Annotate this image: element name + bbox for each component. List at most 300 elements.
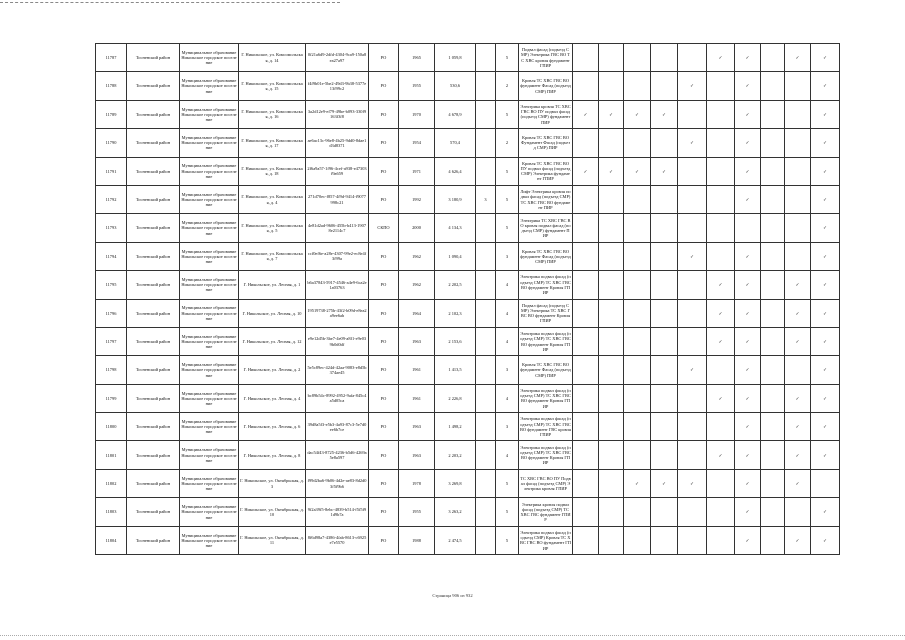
floors-cell: 5: [496, 469, 519, 497]
year-cell: 1970: [399, 100, 435, 128]
house-code-cell: dac54f43-8725-4236-b5d6-4269a5e8a597: [306, 441, 369, 469]
check-cell-9: [785, 498, 811, 526]
table-row: [96, 72, 840, 100]
check-cell-6: [707, 100, 735, 128]
checkmark-icon: ✓: [823, 339, 827, 344]
fund-type-cell: РО: [369, 356, 399, 384]
checkmark-icon: ✓: [823, 253, 827, 259]
row-number: 11791: [96, 157, 127, 185]
check-cell-9: [785, 214, 811, 242]
row-number: 11787: [96, 44, 127, 72]
checkmark-icon: ✓: [823, 509, 827, 515]
district-cell: Тосненский район: [127, 469, 180, 497]
table-row: [96, 44, 840, 72]
check-cell-9: [785, 72, 811, 100]
check-cell-4: [651, 185, 678, 213]
organization-cell: Муниципальное образование Никольское городское поселение: [180, 214, 239, 242]
check-cell-6: [707, 356, 735, 384]
year-cell: 1992: [399, 185, 435, 213]
check-cell-4: [651, 441, 678, 469]
house-code-cell: 2f6a9a57-1f96-4cef-a938-e47303f9a659: [306, 157, 369, 185]
works-list-cell: Электрика кровля ТС ХВС ГВС ВО ПУ подвал фасад (подъезд СМР) фундамент ПИР: [519, 100, 573, 128]
area-cell: 570,4: [435, 129, 476, 157]
row-number: 11796: [96, 299, 127, 327]
check-cell-2: [599, 413, 624, 441]
check-cell-5: [678, 498, 707, 526]
fund-type-cell: РО: [369, 100, 399, 128]
checkmark-icon: ✓: [795, 55, 800, 61]
floors-cell: 4: [496, 441, 519, 469]
district-cell: Тосненский район: [127, 100, 180, 128]
district-cell: Тосненский район: [127, 44, 180, 72]
checkmark-icon: ✓: [795, 395, 800, 401]
row-number: 11804: [96, 526, 127, 554]
organization-cell: Муниципальное образование Никольское городское поселение: [180, 72, 239, 100]
check-cell-8: [761, 100, 785, 128]
address-cell: Г. Никольское, ул. Комсомольская, д. 7: [239, 242, 306, 270]
check-cell-2: [599, 72, 624, 100]
organization-cell: Муниципальное образование Никольское городское поселение: [180, 299, 239, 327]
top-scan-line: [0, 2, 340, 3]
check-cell-5: [678, 242, 707, 270]
check-cell-6: [707, 44, 735, 72]
check-cell-10: [811, 299, 840, 327]
checkmark-icon: ✓: [795, 339, 800, 344]
check-cell-3: [624, 526, 651, 554]
district-cell: Тосненский район: [127, 72, 180, 100]
check-cell-9: [785, 413, 811, 441]
row-number: 11798: [96, 356, 127, 384]
organization-cell: Муниципальное образование Никольское городское поселение: [180, 271, 239, 299]
check-cell-8: [761, 129, 785, 157]
organization-cell: Муниципальное образование Никольское городское поселение: [180, 356, 239, 384]
checkmark-icon: ✓: [795, 452, 800, 458]
check-cell-10: [811, 384, 840, 412]
check-cell-1: [573, 384, 599, 412]
year-cell: 1955: [399, 498, 435, 526]
area-cell: 2 226,8: [435, 384, 476, 412]
row-number: 11795: [96, 271, 127, 299]
check-cell-2: [599, 441, 624, 469]
works-list-cell: Кровля ТС ХВС ГВС ВО ПУ подвал фасад (подъезд СМР) Электрика фундамент ГПИР: [519, 157, 573, 185]
check-cell-6: [707, 327, 735, 355]
table-row: [96, 271, 840, 299]
organization-cell: Муниципальное образование Никольское городское поселение: [180, 44, 239, 72]
check-cell-7: [735, 441, 761, 469]
checkmark-icon: ✓: [745, 367, 750, 373]
check-cell-4: [651, 413, 678, 441]
checkmark-icon: ✓: [745, 168, 750, 174]
table-row: [96, 413, 840, 441]
address-cell: Г. Никольское, ул. Лесная, д. 6: [239, 413, 306, 441]
floors-cell: 4: [496, 327, 519, 355]
checkmark-icon: ✓: [745, 55, 750, 61]
check-cell-5: [678, 413, 707, 441]
area-cell: 1 498,2: [435, 413, 476, 441]
check-cell-10: [811, 100, 840, 128]
fund-type-cell: РО: [369, 157, 399, 185]
checkmark-icon: ✓: [635, 168, 639, 174]
organization-cell: Муниципальное образование Никольское городское поселение: [180, 242, 239, 270]
check-cell-4: [651, 214, 678, 242]
check-cell-8: [761, 72, 785, 100]
check-cell-10: [811, 72, 840, 100]
check-cell-10: [811, 185, 840, 213]
check-cell-8: [761, 384, 785, 412]
floors-cell: 5: [496, 498, 519, 526]
check-cell-6: [707, 469, 735, 497]
organization-cell: Муниципальное образование Никольское городское поселение: [180, 384, 239, 412]
check-cell-4: [651, 384, 678, 412]
house-code-cell: 9f2a39f5-8ebc-4839-b514-f5f5f91d9b7a: [306, 498, 369, 526]
address-cell: Г. Никольское, ул. Комсомольская, д. 17: [239, 129, 306, 157]
area-cell: 4 134,3: [435, 214, 476, 242]
check-cell-4: [651, 129, 678, 157]
checkmark-icon: ✓: [795, 537, 800, 543]
district-cell: Тосненский район: [127, 185, 180, 213]
check-cell-3: [624, 242, 651, 270]
checkmark-icon: ✓: [690, 140, 694, 146]
check-cell-9: [785, 356, 811, 384]
table-row: [96, 384, 840, 412]
district-cell: Тосненский район: [127, 299, 180, 327]
district-cell: Тосненский район: [127, 384, 180, 412]
check-cell-4: [651, 356, 678, 384]
year-cell: 1954: [399, 129, 435, 157]
checkmark-icon: ✓: [745, 537, 750, 543]
check-cell-9: [785, 441, 811, 469]
check-cell-3: [624, 185, 651, 213]
check-cell-10: [811, 271, 840, 299]
check-cell-1: [573, 526, 599, 554]
check-cell-3: [624, 413, 651, 441]
check-cell-2: [599, 526, 624, 554]
check-cell-2: [599, 100, 624, 128]
check-cell-5: [678, 327, 707, 355]
check-cell-5: [678, 356, 707, 384]
works-list-cell: Кровля ТС ХВС ГВС ВО Фундамент Фасад (подъезд СМР) ПИР: [519, 129, 573, 157]
checkmark-icon: ✓: [823, 111, 827, 117]
table-row: [96, 526, 840, 554]
lift-count-cell: [476, 129, 496, 157]
address-cell: Г. Никольское, ул. Лесная, д. 8: [239, 441, 306, 469]
checkmark-icon: ✓: [690, 83, 694, 89]
check-cell-6: [707, 157, 735, 185]
works-list-cell: Электрика кровля подвал фасад (подъезд СМР) ТС ХВС ГВС фундамент ГПИР: [519, 498, 573, 526]
table-row: [96, 498, 840, 526]
check-cell-3: [624, 356, 651, 384]
check-cell-2: [599, 242, 624, 270]
row-number: 11802: [96, 469, 127, 497]
check-cell-2: [599, 299, 624, 327]
bottom-scan-line: [0, 635, 905, 636]
address-cell: Г. Никольское, ул. Октябрьская, д. 3: [239, 469, 306, 497]
check-cell-1: [573, 469, 599, 497]
check-cell-5: [678, 299, 707, 327]
check-cell-3: [624, 498, 651, 526]
check-cell-7: [735, 242, 761, 270]
checkmark-icon: ✓: [745, 480, 750, 486]
check-cell-3: [624, 72, 651, 100]
checkmark-icon: ✓: [662, 168, 666, 174]
checkmark-icon: ✓: [609, 168, 613, 174]
fund-type-cell: РО: [369, 72, 399, 100]
check-cell-5: [678, 72, 707, 100]
checkmark-icon: ✓: [745, 253, 750, 259]
check-cell-9: [785, 44, 811, 72]
buildings-table: [95, 43, 840, 555]
house-code-cell: b6a37843-5917-4546-a4e9-6ca2e1a03763: [306, 271, 369, 299]
house-code-cell: 39d8a5f3-e5b3-4a93-87c3-5e7d0ee6b7ce: [306, 413, 369, 441]
year-cell: 1962: [399, 242, 435, 270]
address-cell: Г. Никольское, ул. Лесная, д. 2: [239, 356, 306, 384]
lift-count-cell: [476, 72, 496, 100]
check-cell-10: [811, 44, 840, 72]
district-cell: Тосненский район: [127, 441, 180, 469]
lift-count-cell: [476, 498, 496, 526]
area-cell: 2 203,2: [435, 441, 476, 469]
fund-type-cell: РО: [369, 242, 399, 270]
checkmark-icon: ✓: [690, 367, 694, 373]
check-cell-5: [678, 100, 707, 128]
checkmark-icon: ✓: [718, 395, 723, 401]
floors-cell: 3: [496, 413, 519, 441]
works-list-cell: Подвал фасад (подъезд СМР) Электрика ГВС ВО ТС ХВС кровля фундамент ГПИР: [519, 44, 573, 72]
floors-cell: 3: [496, 242, 519, 270]
checkmark-icon: ✓: [823, 537, 827, 543]
check-cell-8: [761, 356, 785, 384]
check-cell-3: [624, 469, 651, 497]
fund-type-cell: РО: [369, 299, 399, 327]
check-cell-1: [573, 129, 599, 157]
lift-count-cell: [476, 214, 496, 242]
address-cell: Г. Никольское, ул. Комсомольская, д. 16: [239, 100, 306, 128]
check-cell-7: [735, 356, 761, 384]
check-cell-7: [735, 129, 761, 157]
check-cell-2: [599, 157, 624, 185]
checkmark-icon: ✓: [718, 310, 723, 316]
floors-cell: 5: [496, 214, 519, 242]
check-cell-6: [707, 526, 735, 554]
fund-type-cell: РО: [369, 44, 399, 72]
check-cell-2: [599, 44, 624, 72]
checkmark-icon: ✓: [823, 367, 827, 373]
area-cell: 530,6: [435, 72, 476, 100]
check-cell-5: [678, 441, 707, 469]
lift-count-cell: 3: [476, 185, 496, 213]
address-cell: Г. Никольское, ул. Комсомольская, д. 5: [239, 214, 306, 242]
house-code-cell: 3a2d12e9-ef79-49be-b093-330f9163f3f8: [306, 100, 369, 128]
check-cell-7: [735, 413, 761, 441]
organization-cell: Муниципальное образование Никольское городское поселение: [180, 469, 239, 497]
check-cell-5: [678, 185, 707, 213]
check-cell-2: [599, 214, 624, 242]
floors-cell: 2: [496, 129, 519, 157]
page-footer: Страница 906 из 932: [432, 593, 473, 598]
floors-cell: 5: [496, 185, 519, 213]
check-cell-4: [651, 271, 678, 299]
address-cell: Г. Никольское, ул. Октябрьская, д. 10: [239, 498, 306, 526]
row-number: 11790: [96, 129, 127, 157]
area-cell: 2 153,6: [435, 327, 476, 355]
checkmark-icon: ✓: [662, 480, 666, 486]
check-cell-10: [811, 327, 840, 355]
check-cell-5: [678, 526, 707, 554]
check-cell-4: [651, 157, 678, 185]
area-cell: 1 413,5: [435, 356, 476, 384]
table-body: [96, 44, 840, 555]
table-row: [96, 469, 840, 497]
address-cell: Г. Никольское, ул. Комсомольская, д. 15: [239, 72, 306, 100]
check-cell-8: [761, 185, 785, 213]
check-cell-3: [624, 157, 651, 185]
check-cell-1: [573, 72, 599, 100]
check-cell-5: [678, 44, 707, 72]
checkmark-icon: ✓: [745, 83, 750, 89]
lift-count-cell: [476, 469, 496, 497]
check-cell-2: [599, 327, 624, 355]
checkmark-icon: ✓: [795, 282, 800, 288]
check-cell-10: [811, 157, 840, 185]
check-cell-3: [624, 384, 651, 412]
check-cell-7: [735, 157, 761, 185]
check-cell-6: [707, 242, 735, 270]
check-cell-2: [599, 185, 624, 213]
district-cell: Тосненский район: [127, 526, 180, 554]
check-cell-8: [761, 498, 785, 526]
table-row: [96, 129, 840, 157]
area-cell: 2 474,5: [435, 526, 476, 554]
year-cell: 1962: [399, 271, 435, 299]
lift-count-cell: [476, 356, 496, 384]
fund-type-cell: РО: [369, 384, 399, 412]
organization-cell: Муниципальное образование Никольское городское поселение: [180, 100, 239, 128]
checkmark-icon: ✓: [635, 111, 639, 117]
fund-type-cell: РО: [369, 526, 399, 554]
check-cell-6: [707, 498, 735, 526]
address-cell: Г. Никольское, ул. Октябрьская, д. 11: [239, 526, 306, 554]
lift-count-cell: [476, 242, 496, 270]
district-cell: Тосненский район: [127, 242, 180, 270]
fund-type-cell: РО: [369, 469, 399, 497]
table-row: [96, 185, 840, 213]
house-code-cell: 8f6d98a7-4386-4fab-8613-c6925e7e5570: [306, 526, 369, 554]
checkmark-icon: ✓: [718, 55, 723, 61]
checkmark-icon: ✓: [823, 424, 827, 430]
house-code-cell: ae6ac13c-96e8-4b25-9dd0-8dae1d3d8371: [306, 129, 369, 157]
checkmark-icon: ✓: [745, 395, 750, 401]
checkmark-icon: ✓: [823, 83, 827, 89]
check-cell-5: [678, 384, 707, 412]
check-cell-7: [735, 214, 761, 242]
check-cell-9: [785, 129, 811, 157]
checkmark-icon: ✓: [718, 282, 723, 288]
check-cell-3: [624, 214, 651, 242]
check-cell-10: [811, 214, 840, 242]
works-list-cell: Электрика подвал фасад (подъезд СМР) ТС ХВС ГВС ВО фундамент ГВС кровля ГПИР: [519, 413, 573, 441]
house-code-cell: 4e81d2ad-9606-455b-b413-19078e2114c7: [306, 214, 369, 242]
check-cell-3: [624, 299, 651, 327]
year-cell: 1971: [399, 157, 435, 185]
lift-count-cell: [476, 44, 496, 72]
row-number: 11801: [96, 441, 127, 469]
check-cell-6: [707, 214, 735, 242]
checkmark-icon: ✓: [583, 168, 588, 174]
floors-cell: 5: [496, 44, 519, 72]
fund-type-cell: РО: [369, 185, 399, 213]
works-list-cell: Кровля ТС ХВС ГВС ВО фундамент Фасад (подъезд СМР) ПИР: [519, 242, 573, 270]
check-cell-10: [811, 242, 840, 270]
house-code-cell: 0f21a6d9-2dfd-4304-9ca9-150a8ea27a97: [306, 44, 369, 72]
district-cell: Тосненский район: [127, 157, 180, 185]
check-cell-7: [735, 384, 761, 412]
checkmark-icon: ✓: [583, 111, 588, 117]
check-cell-9: [785, 526, 811, 554]
row-number: 11799: [96, 384, 127, 412]
table-row: [96, 356, 840, 384]
table-row: [96, 157, 840, 185]
check-cell-7: [735, 299, 761, 327]
fund-type-cell: РО: [369, 271, 399, 299]
check-cell-9: [785, 100, 811, 128]
check-cell-10: [811, 413, 840, 441]
district-cell: Тосненский район: [127, 214, 180, 242]
address-cell: Г. Никольское, ул. Комсомольская, д. 18: [239, 157, 306, 185]
house-code-cell: f99d2ba6-9b06-4d2e-ae83-8d2d03f5f9b6: [306, 469, 369, 497]
check-cell-5: [678, 469, 707, 497]
check-cell-1: [573, 327, 599, 355]
lift-count-cell: [476, 441, 496, 469]
floors-cell: 5: [496, 526, 519, 554]
check-cell-2: [599, 271, 624, 299]
year-cell: 1963: [399, 327, 435, 355]
year-cell: 1961: [399, 356, 435, 384]
check-cell-3: [624, 271, 651, 299]
check-cell-10: [811, 526, 840, 554]
check-cell-6: [707, 413, 735, 441]
checkmark-icon: ✓: [718, 339, 723, 344]
area-cell: 2 202,5: [435, 271, 476, 299]
check-cell-4: [651, 526, 678, 554]
district-cell: Тосненский район: [127, 413, 180, 441]
area-cell: 2 102,3: [435, 299, 476, 327]
organization-cell: Муниципальное образование Никольское городское поселение: [180, 327, 239, 355]
check-cell-1: [573, 498, 599, 526]
area-cell: 1 090,4: [435, 242, 476, 270]
house-code-cell: e9e12d5b-3be7-4e09-a8f1-e9e039b0d0df: [306, 327, 369, 355]
check-cell-4: [651, 299, 678, 327]
lift-count-cell: [476, 271, 496, 299]
check-cell-4: [651, 469, 678, 497]
row-number: 11788: [96, 72, 127, 100]
address-cell: Г. Никольское, ул. Лесная, д. 4: [239, 384, 306, 412]
organization-cell: Муниципальное образование Никольское городское поселение: [180, 441, 239, 469]
works-list-cell: Электрика подвал фасад (подъезд СМР) ТС ХВС ГВС ВО фундамент Кровля ГПИР: [519, 271, 573, 299]
check-cell-8: [761, 157, 785, 185]
year-cell: 1963: [399, 441, 435, 469]
check-cell-9: [785, 469, 811, 497]
check-cell-5: [678, 129, 707, 157]
check-cell-7: [735, 526, 761, 554]
checkmark-icon: ✓: [690, 253, 694, 259]
check-cell-7: [735, 100, 761, 128]
row-number: 11797: [96, 327, 127, 355]
checkmark-icon: ✓: [745, 140, 750, 146]
check-cell-1: [573, 185, 599, 213]
table-row: [96, 100, 840, 128]
check-cell-1: [573, 44, 599, 72]
year-cell: 1963: [399, 413, 435, 441]
